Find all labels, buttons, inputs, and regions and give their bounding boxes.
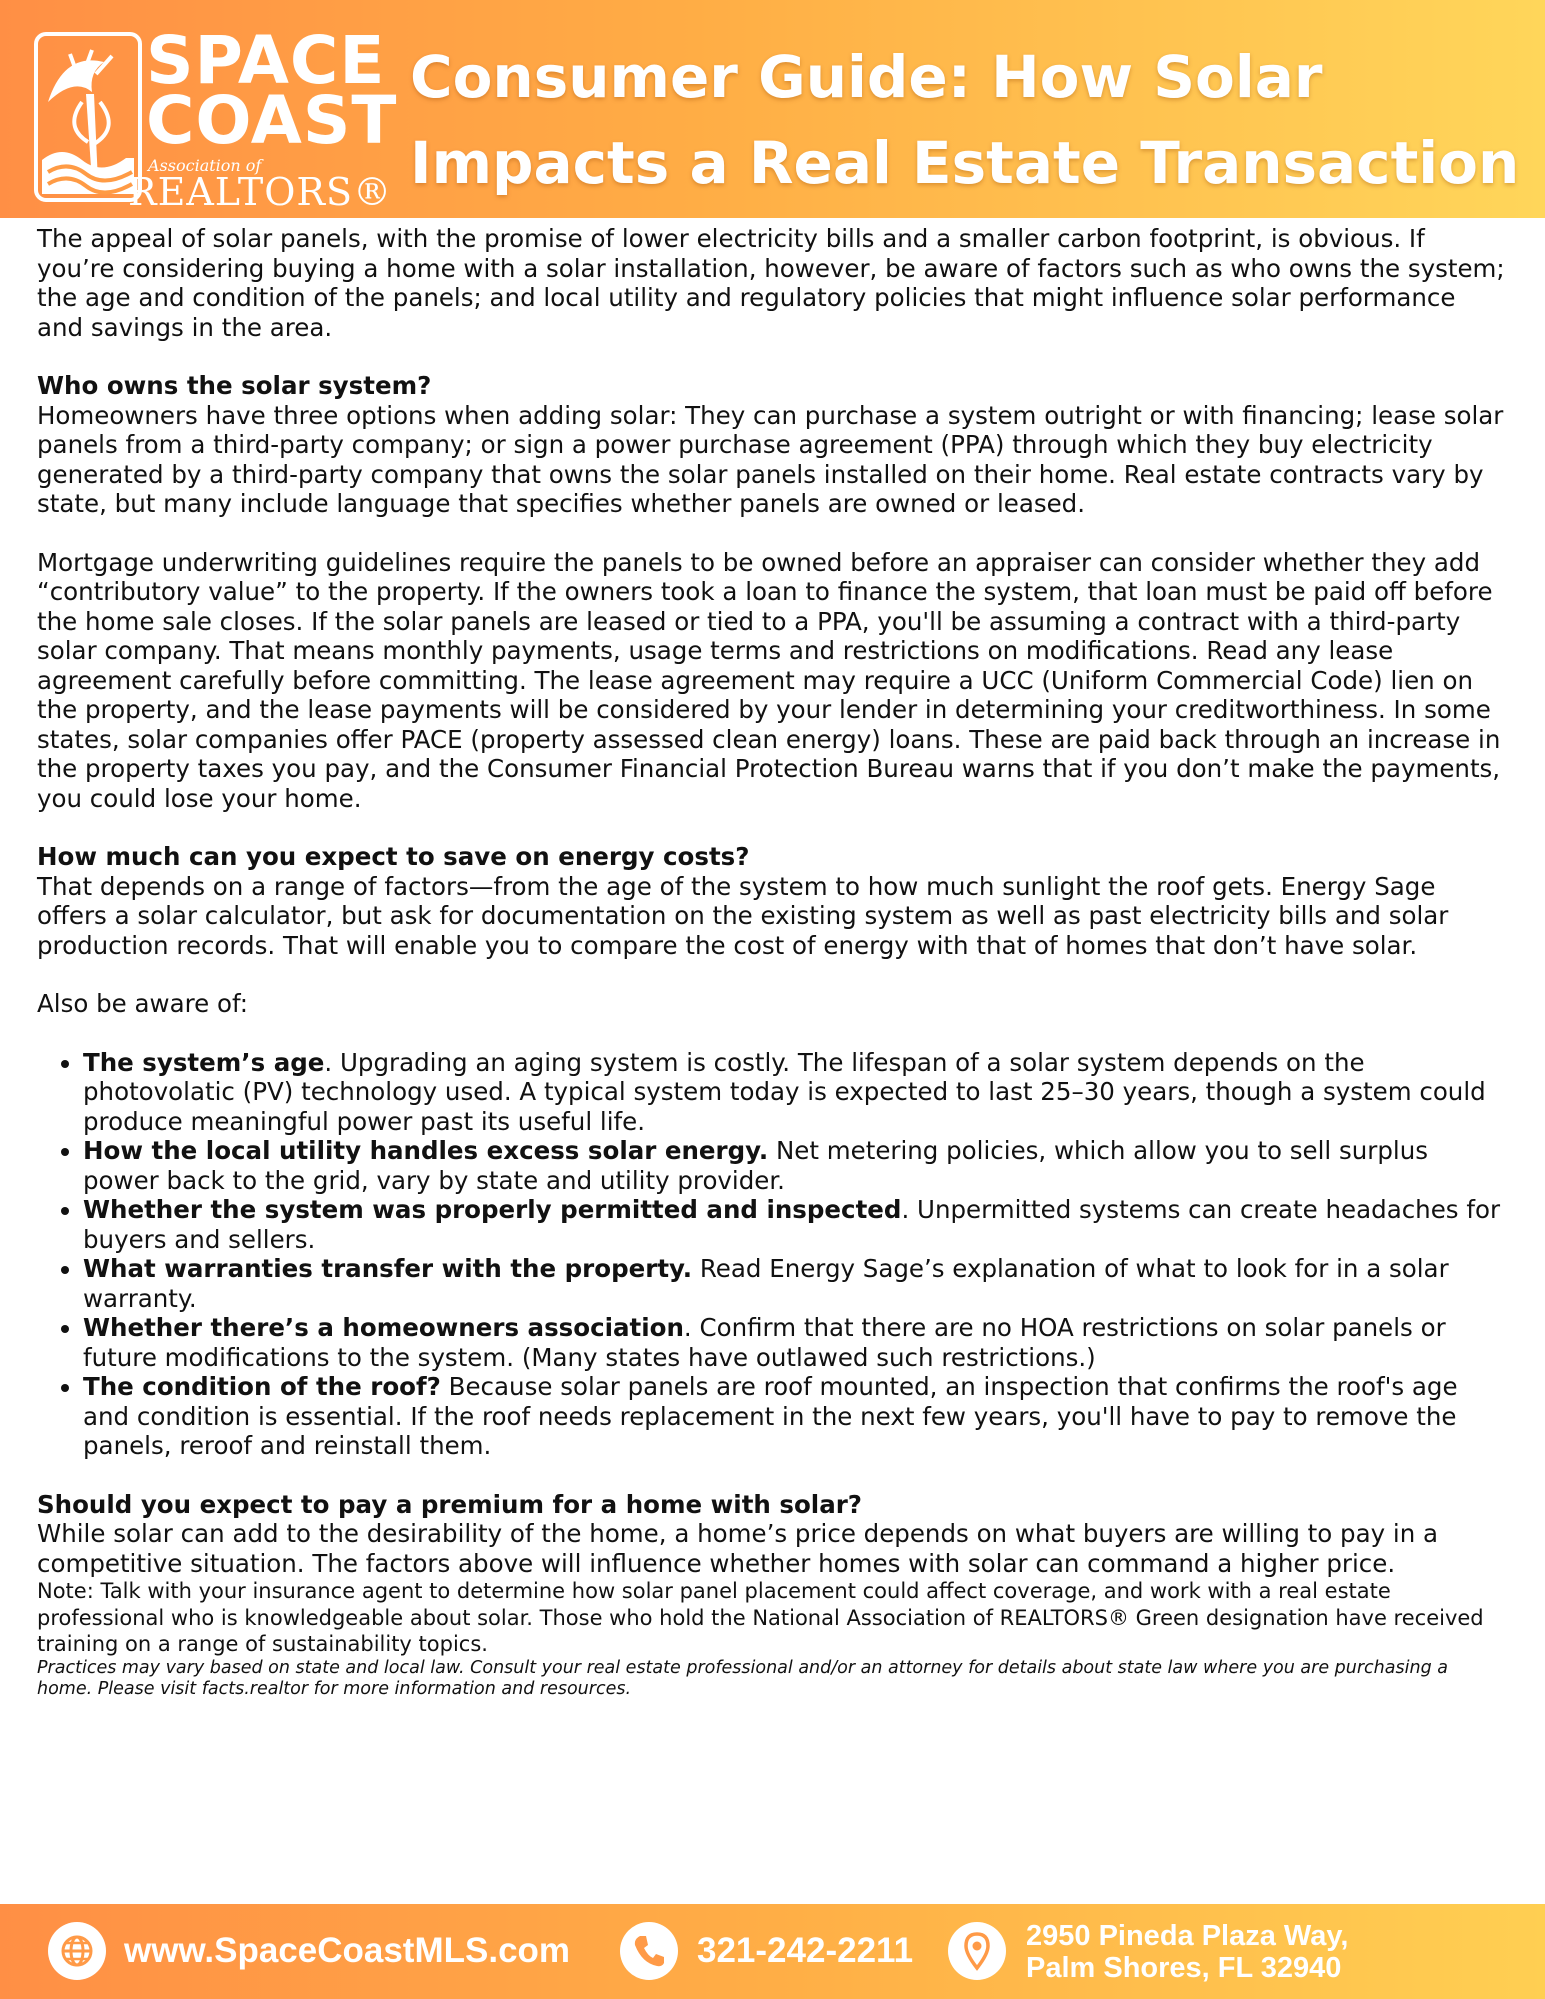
logo-association-text: Association of <box>148 156 262 175</box>
footer-bar <box>0 1904 1545 1999</box>
list-item: • Whether the system was properly permitted and inspected. Unpermitted systems can create headaches for buyers and sellers. <box>83 1195 1507 1254</box>
ownership-paragraph-2: Mortgage underwriting guidelines require the panels to be owned before an appraiser can consider whether they add “contributory value” to the property. If the owners took a loan to finance the system, that loan must be paid off before the home sale closes. If the solar panels are leased or tied to a PPA, you'll be assuming a contract with a third-party solar company. That means monthly payments, usage terms and restrictions on modifications. Read any lease agreement carefully before committing. The lease agreement may require a UCC (Uniform Commercial Code) lien on the property, and the lease payments will be considered by your lender in determining your creditworthiness. In some states, solar companies offer PACE (property assessed clean energy) loans. These are paid back through an increase in the property taxes you pay, and the Consumer Financial Protection Bureau warns that if you don’t make the payments, you could lose your home. <box>37 547 1501 813</box>
address-line-1: 2950 Pineda Plaza Way, <box>1026 1920 1349 1952</box>
disclaimer-text: Practices may vary based on state and local law. Consult your real estate professional and/or an attorney for details about state law where you are purchasing a home. Please visit facts.realtor for more information and resources. <box>37 1657 1448 1699</box>
section-heading-savings: How much can you expect to save on energy costs? <box>37 842 750 871</box>
title-line-2: Impacts a Real Estate Transaction <box>410 129 1520 197</box>
article-body <box>37 224 1507 1701</box>
list-item: • The condition of the roof? Because solar panels are roof mounted, an inspection that confirms the roof's age and condition is essential. If the roof needs replacement in the next few years, you'll have to pay to remove the panels, reroof and reinstall them. <box>83 1372 1507 1461</box>
address <box>1026 1920 1348 1984</box>
aware-list <box>37 1048 1507 1461</box>
logo-emblem-icon <box>34 32 142 202</box>
address-line-2: Palm Shores, FL 32940 <box>1026 1952 1342 1984</box>
premium-paragraph: While solar can add to the desirability of the home, a home’s price depends on what buyers are willing to pay in a competitive situation. The factors above will influence whether homes with solar can command a higher price. <box>37 1519 1439 1578</box>
location-pin-icon <box>948 1922 1006 1980</box>
list-item: • How the local utility handles excess solar energy. Net metering policies, which allow you to sell surplus power back to the grid, vary by state and utility provider. <box>83 1136 1507 1195</box>
note-paragraph: Note: Talk with your insurance agent to determine how solar panel placement could affect coverage, and work with a real estate professional who is knowledgeable about solar. Those who hold the National Association of REALTORS® Green designation have received training on a range of sustainability topics. <box>37 1579 1484 1656</box>
section-heading-premium: Should you expect to pay a premium for a home with solar? <box>37 1489 863 1519</box>
phone-number[interactable]: 321-242-2211 <box>697 1931 914 1970</box>
page-title <box>410 34 1520 206</box>
globe-icon <box>48 1922 106 1980</box>
phone-icon <box>620 1922 678 1980</box>
logo-realtors-text: REALTORS® <box>128 170 393 214</box>
savings-paragraph: That depends on a range of factors—from the age of the system to how much sunlight the roof gets. Energy Sage offers a solar calculator, but ask for documentation on the existing system as well as past electricity bills and solar production records. That will enable you to compare the cost of energy with that of homes that don’t have solar. <box>37 871 1449 960</box>
website-link[interactable]: www.SpaceCoastMLS.com <box>124 1931 571 1970</box>
header-banner <box>0 0 1545 218</box>
logo-space-text: SPACE <box>146 22 386 99</box>
list-item: • What warranties transfer with the property. Read Energy Sage’s explanation of what to look for in a solar warranty. <box>83 1254 1507 1313</box>
ownership-paragraph-1: Homeowners have three options when adding solar: They can purchase a system outright or with financing; lease solar panels from a third-party company; or sign a power purchase agreement (PPA) through which they buy electricity generated by a third-party company that owns the solar panels installed on their home. Real estate contracts vary by state, but many include language that specifies whether panels are owned or leased. <box>37 400 1504 518</box>
aware-intro: Also be aware of: <box>37 989 248 1018</box>
section-heading-ownership: Who owns the solar system? <box>37 371 432 400</box>
list-item: • The system’s age. Upgrading an aging system is costly. The lifespan of a solar system depends on the photovolatic (PV) technology used. A typical system today is expected to last 25–30 years, though a system could produce meaningful power past its useful life. <box>83 1048 1507 1137</box>
logo-coast-text: COAST <box>146 82 398 159</box>
list-item: • Whether there’s a homeowners association. Confirm that there are no HOA restrictions on solar panels or future modifications to the system. (Many states have outlawed such restrictions.) <box>83 1313 1507 1372</box>
space-coast-realtors-logo <box>34 22 398 214</box>
intro-paragraph: The appeal of solar panels, with the promise of lower electricity bills and a smaller carbon footprint, is obvious. If you’re considering buying a home with a solar installation, however, be aware of factors such as who owns the system; the age and condition of the panels; and local utility and regulatory policies that might influence solar performance and savings in the area. <box>37 224 1505 342</box>
title-line-1: Consumer Guide: How Solar <box>410 43 1323 111</box>
